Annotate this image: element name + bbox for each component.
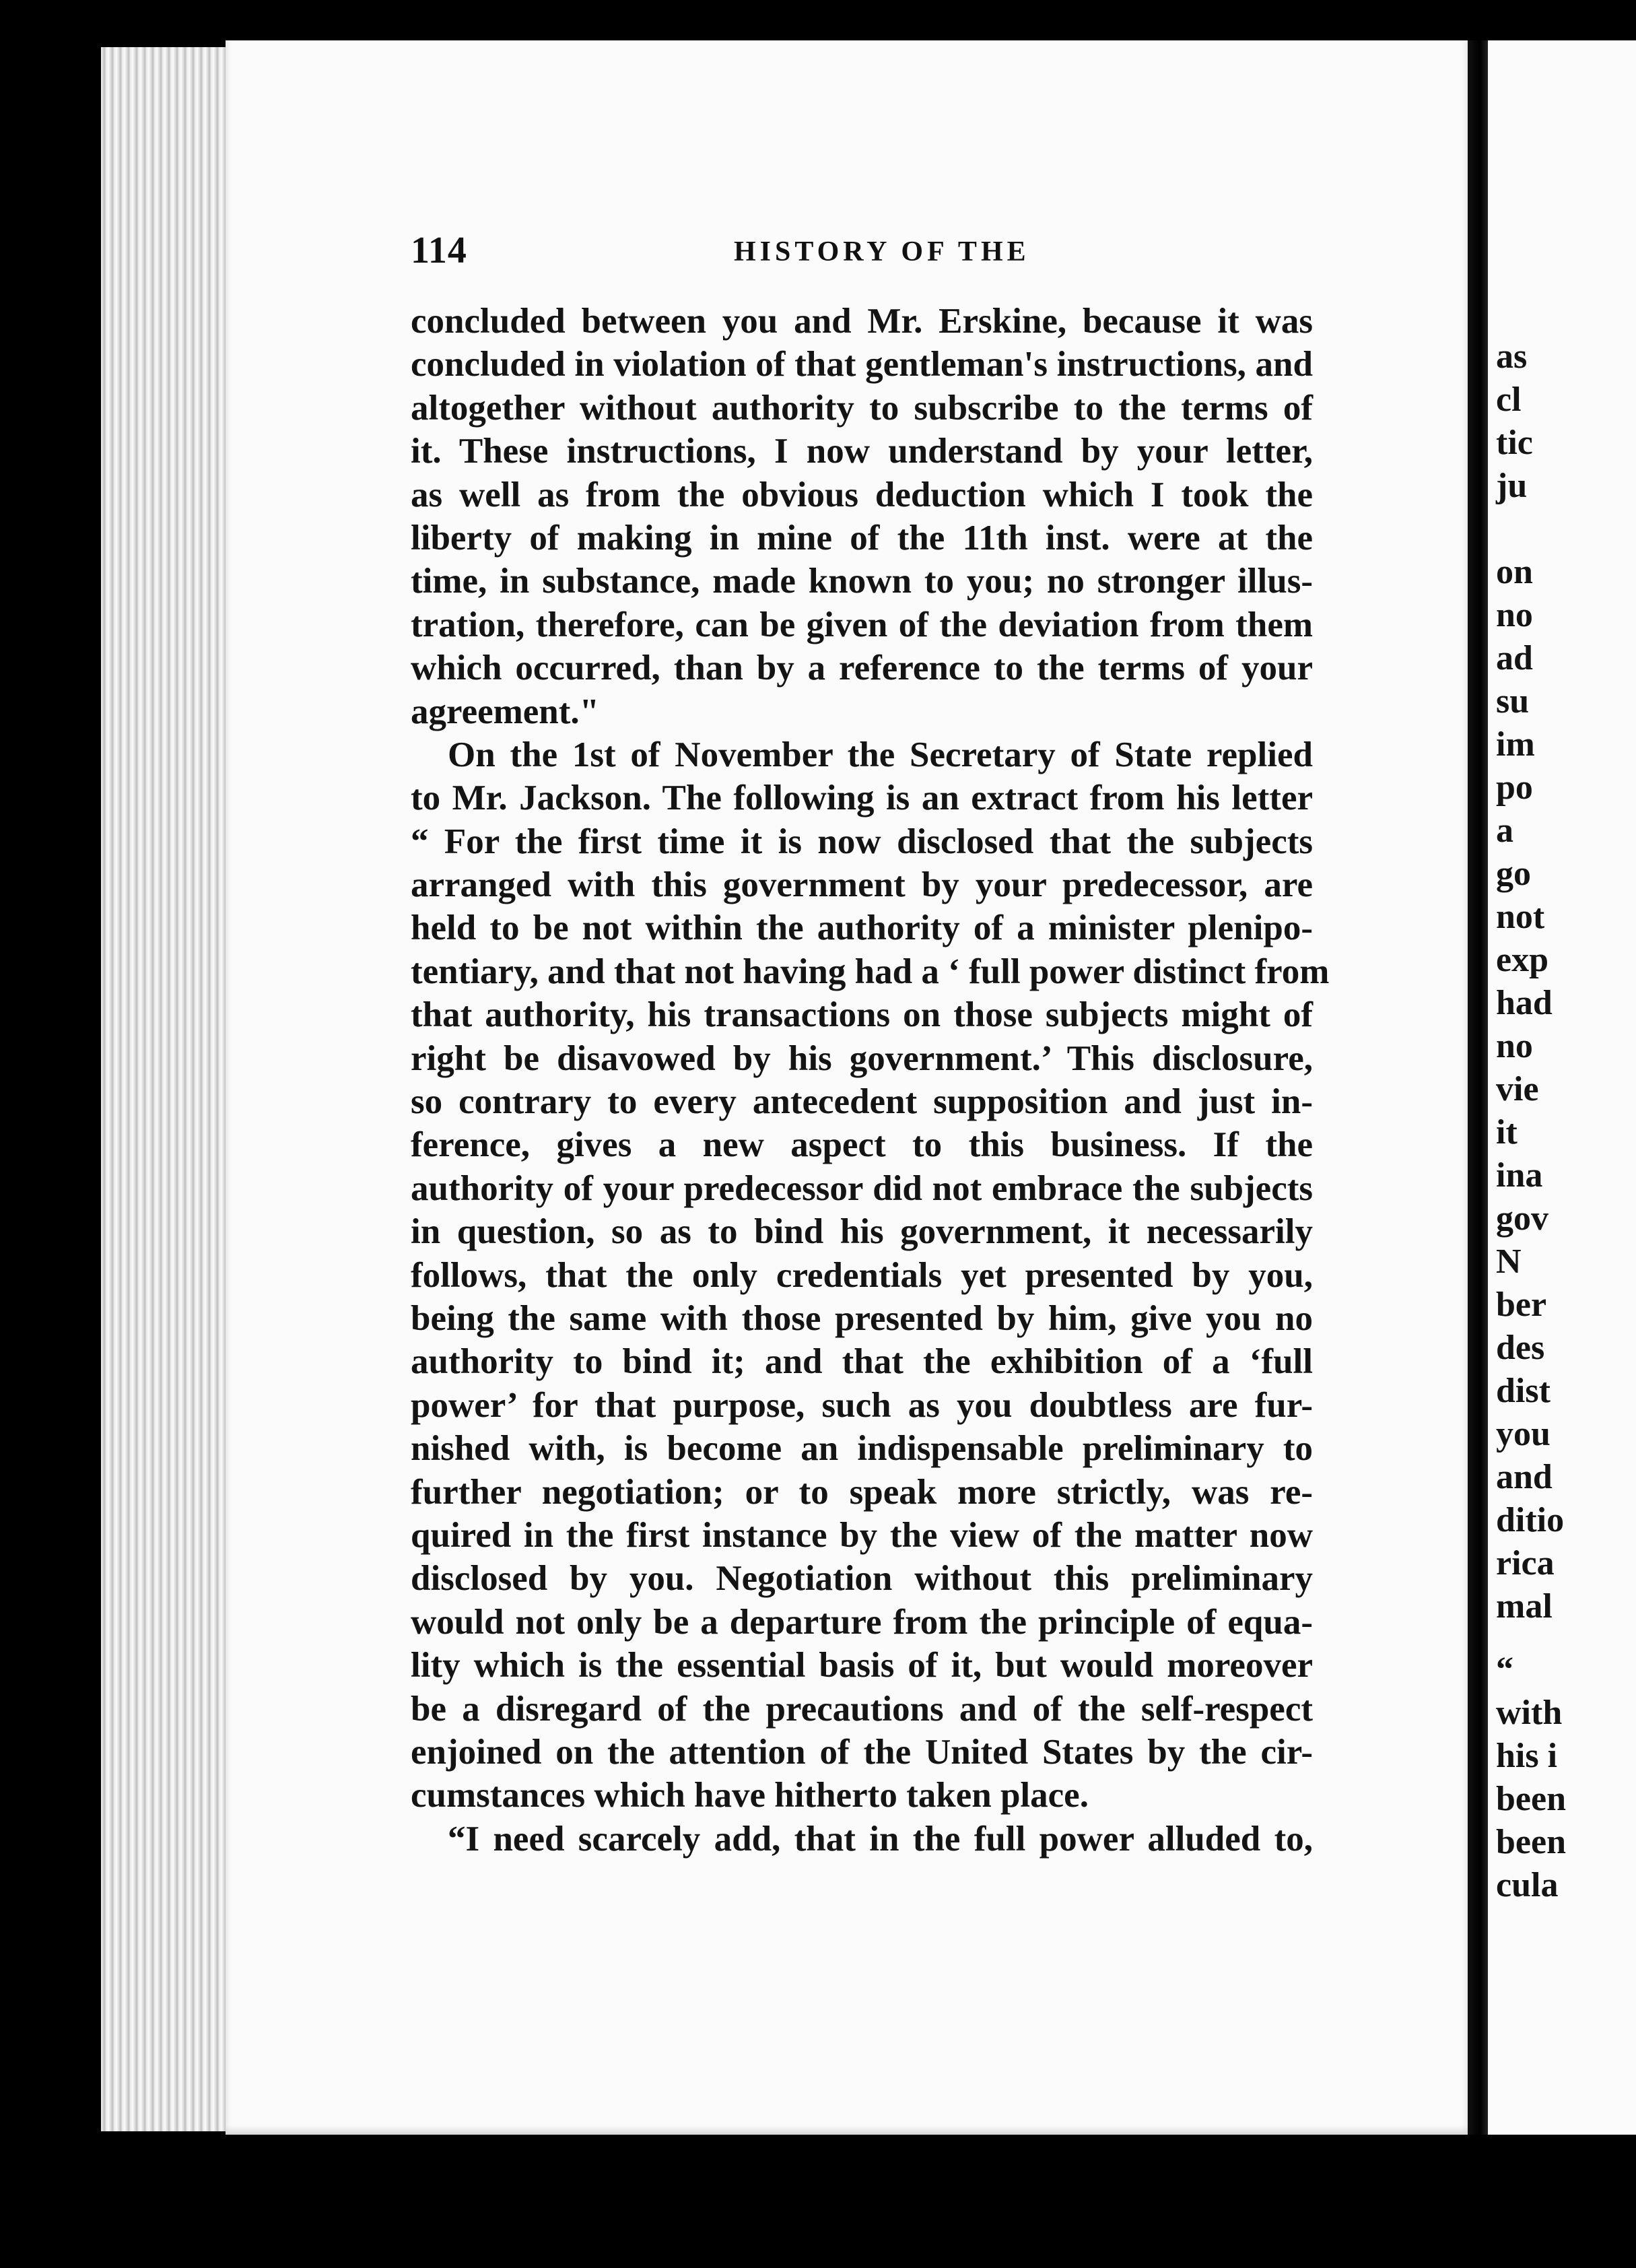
text-line: right be disavowed by his government.’ This disclosure,	[411, 1038, 1313, 1078]
right-fragment: had	[1496, 984, 1553, 1022]
text-line: enjoined on the attention of the United States by the cir-	[411, 1732, 1313, 1772]
book-gutter	[1468, 40, 1488, 2135]
right-fragment: not	[1496, 898, 1545, 936]
right-fragment: been	[1496, 1823, 1566, 1861]
text-line: which occurred, than by a reference to the terms of your	[411, 648, 1313, 688]
text-line: cumstances which have hitherto taken place.	[411, 1776, 1089, 1815]
right-fragment: ju	[1496, 467, 1528, 505]
page-stack-edges	[101, 47, 236, 2131]
right-fragment: it	[1496, 1113, 1518, 1152]
text-line: power’ for that purpose, such as you doubtless are fur-	[411, 1385, 1313, 1425]
text-line: be a disregard of the precautions and of the self-respect	[411, 1689, 1313, 1729]
right-fragment: go	[1496, 855, 1531, 893]
text-line: lity which is the essential basis of it, but would moreover	[411, 1646, 1313, 1686]
text-line: held to be not within the authority of a minister plenipo-	[411, 908, 1313, 948]
text-line: being the same with those presented by him, give you no	[411, 1298, 1313, 1338]
right-fragment: you	[1496, 1415, 1550, 1453]
text-line: ference, gives a new aspect to this business. If the	[411, 1125, 1313, 1165]
text-line: follows, that the only credentials yet presented by you,	[411, 1255, 1313, 1295]
text-line: authority to bind it; and that the exhibition of a ‘full	[411, 1342, 1313, 1382]
right-fragment: im	[1496, 725, 1535, 764]
text-line: tration, therefore, can be given of the deviation from them	[411, 605, 1313, 644]
body-text	[411, 300, 1330, 1861]
right-fragment: no	[1496, 596, 1533, 634]
text-line: as well as from the obvious deduction which I took the	[411, 475, 1313, 514]
text-line: would not only be a departure from the principle of equa-	[411, 1602, 1313, 1642]
right-fragment: ditio	[1496, 1501, 1565, 1539]
running-title: HISTORY OF THE	[734, 236, 1030, 267]
right-fragment: cula	[1496, 1866, 1559, 1904]
right-fragment: been	[1496, 1780, 1566, 1818]
text-line: “I need scarcely add, that in the full power alluded to,	[448, 1819, 1313, 1859]
text-line: nished with, is become an indispensable preliminary to	[411, 1429, 1313, 1469]
text-line: arranged with this government by your predecessor, are	[411, 865, 1313, 905]
right-fragment: dist	[1496, 1372, 1550, 1410]
right-fragment: cl	[1496, 380, 1522, 419]
text-line: concluded between you and Mr. Erskine, because it was	[411, 302, 1313, 341]
right-fragment: ad	[1496, 639, 1533, 677]
right-fragment: no	[1496, 1027, 1533, 1065]
right-fragment: tic	[1496, 424, 1533, 462]
text-line: disclosed by you. Negotiation without this preliminary	[411, 1559, 1313, 1599]
text-line: further negotiation; or to speak more strictly, was re-	[411, 1472, 1313, 1512]
right-fragment: vie	[1496, 1070, 1539, 1108]
text-line: quired in the first instance by the view of the matter now	[411, 1515, 1313, 1555]
text-line: authority of your predecessor did not embrace the subjects	[411, 1168, 1313, 1208]
right-fragment: on	[1496, 553, 1533, 591]
text-line: it. These instructions, I now understand by your letter,	[411, 432, 1313, 471]
text-line: time, in substance, made known to you; no stronger illus-	[411, 562, 1313, 601]
right-fragment: a	[1496, 811, 1513, 850]
right-fragment: with	[1496, 1694, 1563, 1732]
right-fragment: mal	[1496, 1587, 1553, 1626]
right-fragment: rica	[1496, 1544, 1555, 1582]
right-fragment: and	[1496, 1458, 1553, 1496]
text-line: in question, so as to bind his government, it necessarily	[411, 1212, 1313, 1252]
text-line: agreement."	[411, 692, 600, 731]
right-fragment: po	[1496, 768, 1533, 807]
text-line: so contrary to every antecedent supposition and just in-	[411, 1082, 1313, 1122]
right-fragment: exp	[1496, 941, 1548, 979]
right-fragment: his i	[1496, 1737, 1558, 1775]
right-fragment: ina	[1496, 1156, 1543, 1195]
text-line: “ For the first time it is now disclosed that the subjects	[411, 822, 1313, 861]
right-fragment: su	[1496, 682, 1530, 721]
right-fragment: “	[1496, 1650, 1513, 1689]
right-page	[1488, 40, 1636, 2135]
page-header	[411, 229, 1447, 283]
right-fragment: des	[1496, 1329, 1545, 1367]
text-line: to Mr. Jackson. The following is an extract from his letter	[411, 778, 1313, 818]
text-line: concluded in violation of that gentleman's instructions, and	[411, 345, 1313, 385]
right-fragment: N	[1496, 1242, 1522, 1281]
right-fragment: ber	[1496, 1286, 1547, 1324]
right-fragment: as	[1496, 337, 1528, 376]
text-line: tentiary, and that not having had a ‘ full power distinct from	[411, 952, 1330, 991]
text-line: liberty of making in mine of the 11th inst. were at the	[411, 518, 1313, 558]
text-line: On the 1st of November the Secretary of State replied	[448, 735, 1313, 774]
page-number: 114	[411, 230, 467, 271]
right-fragment: gov	[1496, 1199, 1548, 1238]
text-line: that authority, his transactions on those subjects might of	[411, 995, 1313, 1035]
text-line: altogether without authority to subscribe to the terms of	[411, 388, 1313, 428]
